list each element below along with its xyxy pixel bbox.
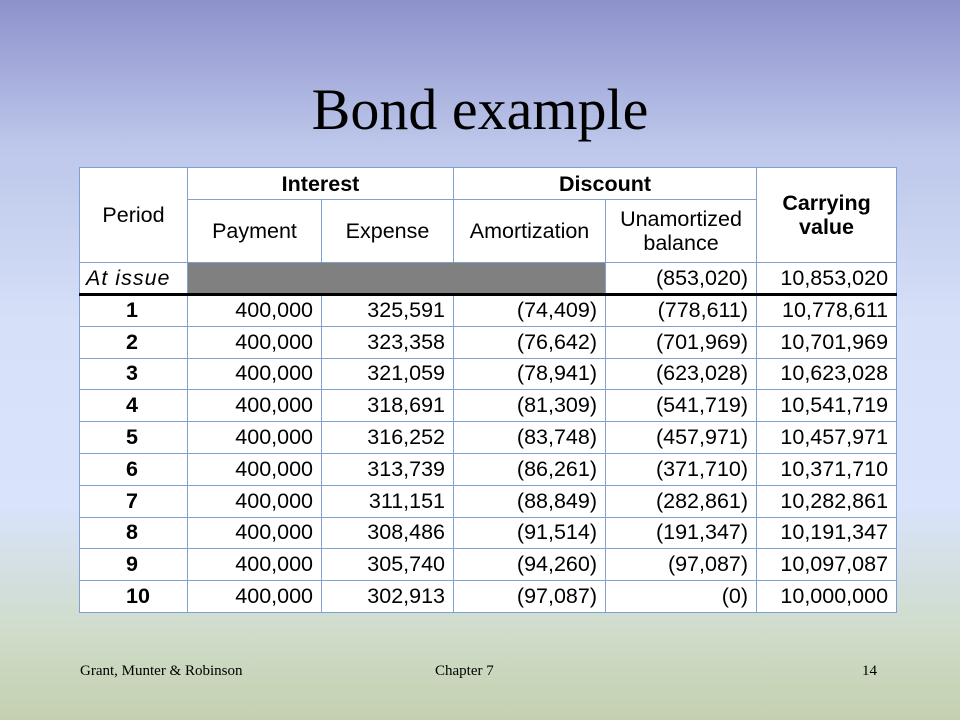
table-row-at-issue xyxy=(80,263,897,295)
period-cell: 3 xyxy=(80,358,188,390)
unamortized-cell: (97,087) xyxy=(606,549,757,581)
expense-cell: 302,913 xyxy=(322,581,454,613)
payment-cell: 400,000 xyxy=(188,390,322,422)
header-amortization: Amortization xyxy=(454,200,606,263)
period-cell: 5 xyxy=(80,422,188,454)
period-cell: 7 xyxy=(80,485,188,517)
at-issue-label: At issue xyxy=(80,263,188,295)
period-cell: 8 xyxy=(80,517,188,549)
amortization-cell: (91,514) xyxy=(454,517,606,549)
header-carrying-value-line1: Carrying xyxy=(782,191,871,215)
header-payment: Payment xyxy=(188,200,322,263)
header-unamortized-balance xyxy=(606,200,757,263)
payment-cell: 400,000 xyxy=(188,549,322,581)
payment-cell: 400,000 xyxy=(188,517,322,549)
bond-amortization-table-container xyxy=(79,167,896,612)
amortization-cell: (94,260) xyxy=(454,549,606,581)
carrying-cell: 10,191,347 xyxy=(757,517,897,549)
unamortized-cell: (701,969) xyxy=(606,326,757,358)
payment-cell: 400,000 xyxy=(188,295,322,327)
header-discount: Discount xyxy=(454,168,757,200)
carrying-cell: 10,623,028 xyxy=(757,358,897,390)
expense-cell: 316,252 xyxy=(322,422,454,454)
unamortized-cell: (282,861) xyxy=(606,485,757,517)
carrying-cell: 10,282,861 xyxy=(757,485,897,517)
slide-title: Bond example xyxy=(311,77,649,142)
header-expense: Expense xyxy=(322,200,454,263)
payment-cell: 400,000 xyxy=(188,358,322,390)
footer-page-number: 14 xyxy=(862,663,877,679)
carrying-cell: 10,371,710 xyxy=(757,453,897,485)
payment-cell: 400,000 xyxy=(188,422,322,454)
unamortized-cell: (541,719) xyxy=(606,390,757,422)
carrying-cell: 10,701,969 xyxy=(757,326,897,358)
table-row xyxy=(80,549,897,581)
period-cell: 4 xyxy=(80,390,188,422)
header-unamortized-line2: balance xyxy=(643,231,719,255)
payment-cell: 400,000 xyxy=(188,453,322,485)
table-row xyxy=(80,453,897,485)
carrying-cell: 10,097,087 xyxy=(757,549,897,581)
table-row xyxy=(80,390,897,422)
amortization-cell: (76,642) xyxy=(454,326,606,358)
amortization-cell: (86,261) xyxy=(454,453,606,485)
at-issue-unamortized: (853,020) xyxy=(606,263,757,295)
amortization-cell: (78,941) xyxy=(454,358,606,390)
period-cell: 9 xyxy=(80,549,188,581)
expense-cell: 313,739 xyxy=(322,453,454,485)
table-row xyxy=(80,517,897,549)
bond-amortization-table xyxy=(79,167,897,613)
unamortized-cell: (623,028) xyxy=(606,358,757,390)
table-row xyxy=(80,581,897,613)
period-cell: 6 xyxy=(80,453,188,485)
amortization-cell: (97,087) xyxy=(454,581,606,613)
expense-cell: 323,358 xyxy=(322,326,454,358)
period-cell: 2 xyxy=(80,326,188,358)
footer-authors: Grant, Munter & Robinson xyxy=(80,663,243,679)
header-period: Period xyxy=(80,168,188,263)
table-row xyxy=(80,295,897,327)
carrying-cell: 10,457,971 xyxy=(757,422,897,454)
payment-cell: 400,000 xyxy=(188,485,322,517)
expense-cell: 321,059 xyxy=(322,358,454,390)
header-unamortized-line1: Unamortized xyxy=(620,207,742,231)
period-cell: 1 xyxy=(80,295,188,327)
header-carrying-value xyxy=(757,168,897,263)
unamortized-cell: (371,710) xyxy=(606,453,757,485)
unamortized-cell: (778,611) xyxy=(606,295,757,327)
header-interest: Interest xyxy=(188,168,454,200)
amortization-cell: (88,849) xyxy=(454,485,606,517)
table-row xyxy=(80,485,897,517)
unamortized-cell: (0) xyxy=(606,581,757,613)
unamortized-cell: (191,347) xyxy=(606,517,757,549)
amortization-cell: (83,748) xyxy=(454,422,606,454)
amortization-cell: (81,309) xyxy=(454,390,606,422)
carrying-cell: 10,541,719 xyxy=(757,390,897,422)
expense-cell: 311,151 xyxy=(322,485,454,517)
table-row xyxy=(80,422,897,454)
expense-cell: 318,691 xyxy=(322,390,454,422)
expense-cell: 308,486 xyxy=(322,517,454,549)
footer-chapter: Chapter 7 xyxy=(435,663,494,679)
table-row xyxy=(80,326,897,358)
expense-cell: 305,740 xyxy=(322,549,454,581)
payment-cell: 400,000 xyxy=(188,326,322,358)
amortization-cell: (74,409) xyxy=(454,295,606,327)
at-issue-filled-cell xyxy=(188,263,606,295)
payment-cell: 400,000 xyxy=(188,581,322,613)
header-carrying-value-line2: value xyxy=(799,215,855,239)
expense-cell: 325,591 xyxy=(322,295,454,327)
at-issue-carrying: 10,853,020 xyxy=(757,263,897,295)
carrying-cell: 10,778,611 xyxy=(757,295,897,327)
carrying-cell: 10,000,000 xyxy=(757,581,897,613)
unamortized-cell: (457,971) xyxy=(606,422,757,454)
period-cell: 10 xyxy=(80,581,188,613)
table-row xyxy=(80,358,897,390)
